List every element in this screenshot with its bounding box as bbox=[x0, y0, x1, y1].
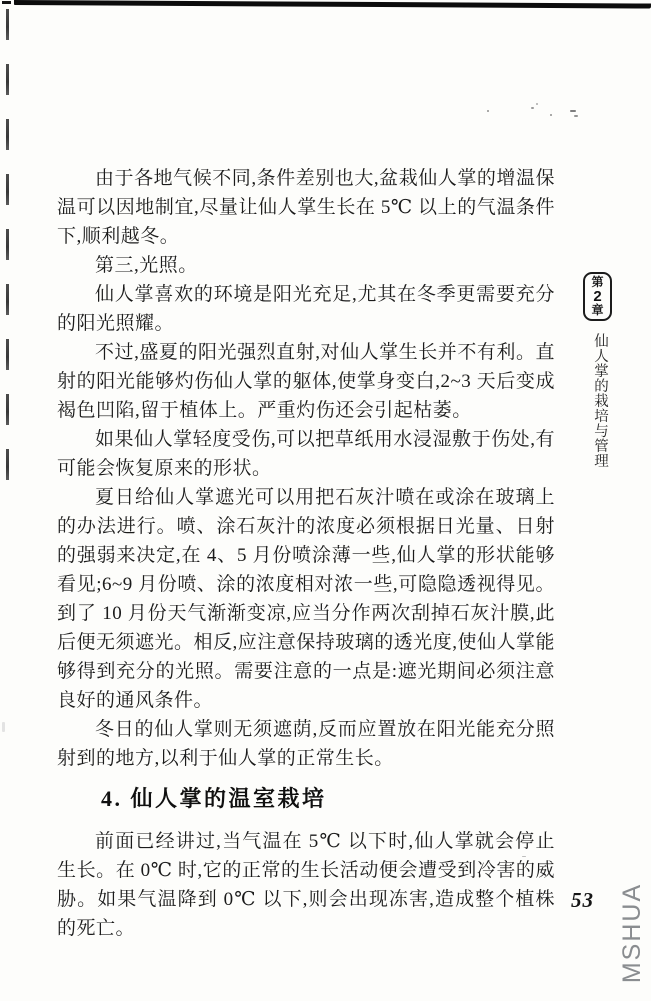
paragraph: 不过,盛夏的阳光强烈直射,对仙人掌生长并不有利。直射的阳光能够灼伤仙人掌的躯体,使掌身变白,2~3 天后变成褐色凹陷,留于植体上。严重灼伤还会引起枯萎。 bbox=[57, 342, 555, 421]
chapter-tab-badge bbox=[583, 272, 612, 321]
scan-speck bbox=[570, 110, 576, 112]
scan-top-edge-line bbox=[14, 0, 651, 9]
paragraph: 第三,光照。 bbox=[95, 255, 198, 276]
scan-speck bbox=[2, 722, 5, 732]
page-number: 53 bbox=[571, 888, 594, 912]
watermark-text: MSHUA bbox=[618, 882, 646, 984]
scan-speck bbox=[574, 115, 578, 117]
paragraph: 由于各地气候不同,条件差别也大,盆栽仙人掌的增温保温可以因地制宜,尽量让仙人掌生长在 5℃ 以上的气温条件下,顺利越冬。 bbox=[57, 168, 555, 247]
scan-speck bbox=[531, 107, 534, 109]
paragraph: 夏日给仙人掌遮光可以用把石灰汁喷在或涂在玻璃上的办法进行。喷、涂石灰汁的浓度必须根据日光量、日射的强弱来决定,在 4、5 月份喷涂薄一些,仙人掌的形状能够看见;6~9 月份喷、涂的浓度相对浓一些,可隐隐透视得见。到了 10 月份天气渐渐变凉,应当分作两次刮掉石灰汁膜,此后便无须遮光。相反,应注意保持玻璃的透光度,使仙人掌能够得到充分的光照。需要注意的一点是:遮光期间必须注意良好的通风条件。 bbox=[57, 487, 556, 711]
paragraph: 如果仙人掌轻度受伤,可以把草纸用水浸湿敷于伤处,有可能会恢复原来的形状。 bbox=[57, 429, 555, 479]
binding-dash-line bbox=[6, 9, 9, 486]
scan-speck bbox=[550, 114, 552, 116]
chapter-title-vertical: 仙人掌的栽培与管理 bbox=[592, 333, 608, 468]
scan-speck bbox=[536, 103, 538, 105]
chapter-prefix: 第 bbox=[591, 275, 604, 289]
paragraph: 前面已经讲过,当气温在 5℃ 以下时,仙人掌就会停止生长。在 0℃ 时,它的正常的生长活动便会遭受到冷害的威胁。如果气温降到 0℃ 以下,则会出现冻害,造成整个植株的死亡。 bbox=[57, 831, 555, 939]
paragraph: 仙人掌喜欢的环境是阳光充足,尤其在冬季更需要充分的阳光照耀。 bbox=[57, 284, 555, 334]
paragraph: 冬日的仙人掌则无须遮荫,反而应置放在阳光能充分照射到的地方,以利于仙人掌的正常生长。 bbox=[57, 719, 555, 769]
chapter-suffix: 章 bbox=[591, 303, 604, 317]
scan-speck bbox=[2, 1, 11, 4]
chapter-number: 2 bbox=[593, 288, 602, 305]
body-text-column bbox=[57, 164, 555, 943]
section-heading: 4. 仙人掌的温室栽培 bbox=[101, 786, 327, 811]
scan-speck bbox=[487, 110, 489, 112]
